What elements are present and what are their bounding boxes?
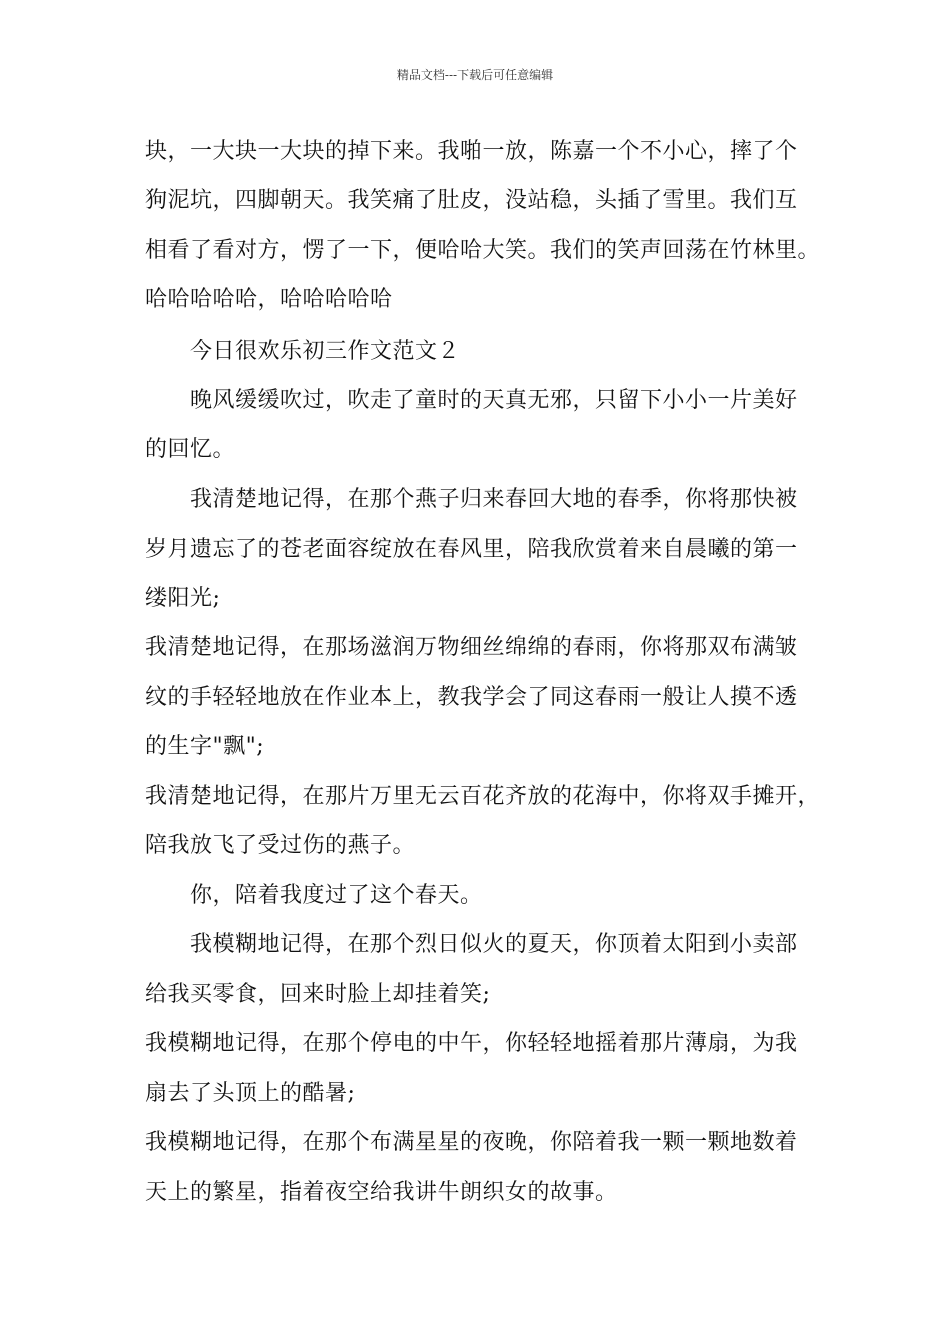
- text-line: 的回忆。: [145, 437, 236, 462]
- text-line: 我清楚地记得，在那片万里无云百花齐放的花海中，你将双手摊开，: [145, 784, 821, 809]
- text-line: 我模糊地记得，在那个布满星星的夜晚，你陪着我一颗一颗地数着: [145, 1130, 798, 1155]
- text-line: 给我买零食，回来时脸上却挂着笑;: [145, 982, 491, 1007]
- text-line: 相看了看对方，愣了一下，便哈哈大笑。我们的笑声回荡在竹林里。: [145, 238, 821, 263]
- text-line: 我模糊地记得，在那个烈日似火的夏天，你顶着太阳到小卖部: [190, 932, 798, 957]
- page-header: 精品文档---下载后可任意编辑: [396, 68, 554, 82]
- text-line: 我模糊地记得，在那个停电的中午，你轻轻地摇着那片薄扇，为我: [145, 1031, 798, 1056]
- text-line: 陪我放飞了受过伤的燕子。: [145, 833, 416, 858]
- text-line: 的生字"飘";: [145, 734, 265, 759]
- text-line: 缕阳光;: [145, 586, 221, 611]
- text-line: 狗泥坑，四脚朝天。我笑痛了肚皮，没站稳，头插了雪里。我们互: [145, 188, 798, 213]
- text-line: 哈哈哈哈哈，哈哈哈哈哈: [145, 287, 393, 312]
- text-line: 你，陪着我度过了这个春天。: [190, 883, 483, 908]
- text-line: 纹的手轻轻地放在作业本上，教我学会了同这春雨一般让人摸不透: [145, 685, 798, 710]
- text-line: 扇去了头顶上的酷暑;: [145, 1081, 356, 1106]
- section-heading: 今日很欢乐初三作文范文２: [190, 339, 461, 364]
- text-line: 岁月遗忘了的苍老面容绽放在春风里，陪我欣赏着来自晨曦的第一: [145, 537, 798, 562]
- text-line: 我清楚地记得，在那个燕子归来春回大地的春季，你将那快被: [190, 487, 798, 512]
- text-line: 晚风缓缓吹过，吹走了童时的天真无邪，只留下小小一片美好: [190, 388, 798, 413]
- text-line: 我清楚地记得，在那场滋润万物细丝绵绵的春雨，你将那双布满皱: [145, 635, 798, 660]
- text-line: 天上的繁星，指着夜空给我讲牛朗织女的故事。: [145, 1180, 618, 1205]
- text-line: 块，一大块一大块的掉下来。我啪一放，陈嘉一个不小心，摔了个: [145, 139, 798, 164]
